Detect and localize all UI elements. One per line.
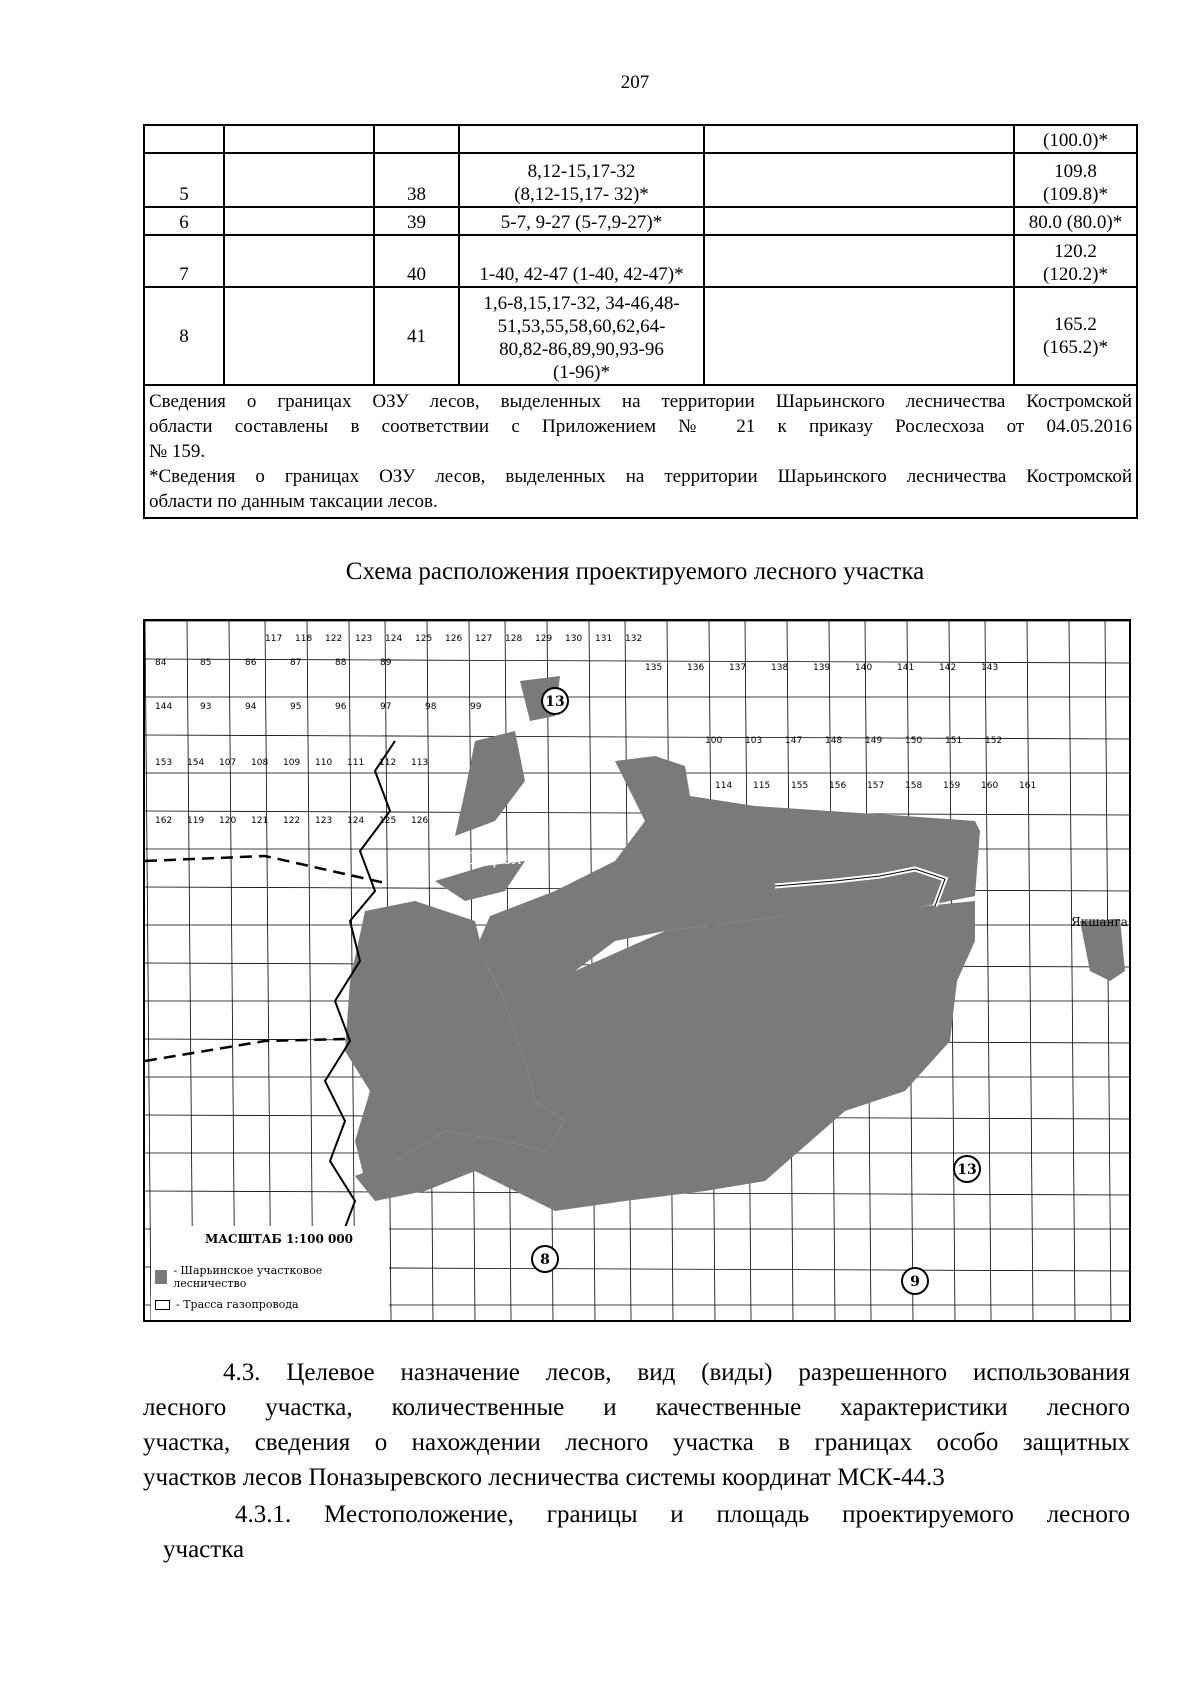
quarter-number: 95 <box>290 702 302 712</box>
quarter-number: 112 <box>379 758 397 768</box>
quarter-number: 123 <box>355 634 373 644</box>
cell-text: 80,82-86,89,90,93-96 <box>499 339 664 360</box>
quarter-number: 103 <box>745 736 763 746</box>
quarter-number: 156 <box>829 781 847 791</box>
quarter-number: 152 <box>985 736 1003 746</box>
table-cell-col4 <box>459 207 704 235</box>
table-row <box>144 125 1137 153</box>
quarter-number: 144 <box>155 702 173 712</box>
quarter-number: 132 <box>625 634 643 644</box>
table-cell-col1 <box>144 287 224 385</box>
map-canvas <box>145 621 1129 1320</box>
quarter-number: 140 <box>855 663 873 673</box>
quarter-number: 126 <box>445 634 463 644</box>
quarter-number: 94 <box>245 702 257 712</box>
map-title: Схема расположения проектируемого лесного участка <box>345 558 925 585</box>
quarter-number: 127 <box>475 634 493 644</box>
quarter-number: 139 <box>813 663 831 673</box>
note-line: № 159. <box>149 441 206 462</box>
cell-text: 8,12-15,17-32 <box>527 161 636 182</box>
quarter-number: 148 <box>825 736 843 746</box>
district-marker-number: 9 <box>910 1274 920 1290</box>
table-cell-col6 <box>1014 125 1137 153</box>
paragraph-line: 4.3. Целевое назначение лесов, вид (виды) разрешенного использования <box>223 1359 1130 1386</box>
table-cell-col6 <box>1014 207 1137 235</box>
quarter-number: 111 <box>347 758 365 768</box>
quarter-number: 122 <box>283 816 301 826</box>
table-cell-col4 <box>459 153 704 207</box>
quarter-number: 98 <box>425 702 437 712</box>
table-row <box>144 153 1137 207</box>
quarter-number: 118 <box>295 634 313 644</box>
legend-label-pipeline: - Трасса газопровода <box>176 1298 299 1311</box>
quarter-number: 122 <box>325 634 343 644</box>
quarter-number: 142 <box>939 663 957 673</box>
place-label-yakshanga: Якшанга <box>1071 915 1128 929</box>
quarter-number: 89 <box>380 658 392 668</box>
table-cell-col2 <box>224 125 374 153</box>
ozu-table <box>143 124 1138 519</box>
cell-text: (120.2)* <box>1043 264 1108 285</box>
cell-text: 51,53,55,58,60,62,64- <box>497 316 666 337</box>
quarter-number: 141 <box>897 663 915 673</box>
cell-text: 1,6-8,15,17-32, 34-46,48- <box>483 293 680 314</box>
quarter-number: 117 <box>265 634 283 644</box>
quarter-number: 119 <box>187 816 205 826</box>
table-cell-col5 <box>704 235 1014 287</box>
cell-text: (100.0)* <box>1043 130 1108 151</box>
quarter-number: 96 <box>335 702 347 712</box>
quarter-number: 147 <box>785 736 803 746</box>
quarter-number: 154 <box>187 758 205 768</box>
cell-text: 39 <box>407 212 426 233</box>
table-cell-col1 <box>144 153 224 207</box>
table-row <box>144 287 1137 385</box>
table-row <box>144 235 1137 287</box>
paragraph-line: участков лесов Поназыревского лесничества системы координат МСК-44.3 <box>143 1464 945 1491</box>
cell-text: 8 <box>179 325 189 347</box>
table-cell-col1 <box>144 207 224 235</box>
table-cell-col2 <box>224 235 374 287</box>
quarter-number: 126 <box>411 816 429 826</box>
quarter-number: 159 <box>943 781 961 791</box>
quarter-number: 114 <box>715 781 733 791</box>
table-cell-col4 <box>459 235 704 287</box>
quarter-number: 97 <box>380 702 392 712</box>
district-marker <box>954 1156 980 1182</box>
quarter-number: 128 <box>505 634 523 644</box>
quarter-number: 113 <box>411 758 429 768</box>
legend-label-forestry: - Шарьинское участковое лесничество <box>173 1264 323 1290</box>
quarter-number: 137 <box>729 663 747 673</box>
map-scale: МАСШТАБ 1:100 000 <box>205 1232 354 1246</box>
table-cell-col2 <box>224 153 374 207</box>
quarter-number: 151 <box>945 736 963 746</box>
quarter-number: 157 <box>867 781 885 791</box>
quarter-number: 153 <box>155 758 173 768</box>
quarter-number: 121 <box>251 816 269 826</box>
cell-text: 109.8 <box>1054 161 1097 182</box>
legend-item-pipeline <box>155 1298 385 1311</box>
quarter-number: 162 <box>155 816 173 826</box>
paragraph-line: участка <box>163 1536 245 1563</box>
table-cell-col5 <box>704 153 1014 207</box>
cell-text: (109.8)* <box>1043 184 1108 205</box>
quarter-number: 84 <box>155 658 167 668</box>
district-marker <box>532 1246 558 1272</box>
cell-text: 165.2 <box>1054 314 1097 335</box>
quarter-number: 100 <box>705 736 723 746</box>
table-cell-col5 <box>704 125 1014 153</box>
quarter-number: 86 <box>245 658 257 668</box>
forest-map <box>143 619 1131 1322</box>
cell-text: 38 <box>407 184 426 205</box>
quarter-number: 115 <box>753 781 771 791</box>
quarter-number: 131 <box>595 634 613 644</box>
quarter-number: 138 <box>771 663 789 673</box>
quarter-number: 110 <box>315 758 333 768</box>
quarter-number: 130 <box>565 634 583 644</box>
table-cell-col6 <box>1014 153 1137 207</box>
district-marker <box>902 1268 928 1294</box>
district-marker-number: 13 <box>545 694 565 710</box>
quarter-number: 109 <box>283 758 301 768</box>
table-notes <box>144 385 1137 518</box>
quarter-number: 93 <box>200 702 212 712</box>
quarter-number: 85 <box>200 658 212 668</box>
quarter-number: 125 <box>379 816 397 826</box>
quarter-number: 150 <box>905 736 923 746</box>
table-row <box>144 207 1137 235</box>
quarter-number: 124 <box>385 634 403 644</box>
quarter-number: 160 <box>981 781 999 791</box>
cell-text: 5-7, 9-27 (5-7,9-27)* <box>500 212 663 233</box>
place-label-sharya: Шарья <box>465 849 523 868</box>
table-cell-col3 <box>374 287 459 385</box>
quarter-number: 125 <box>415 634 433 644</box>
cell-text: 40 <box>407 264 426 285</box>
cell-text: (1-96)* <box>553 362 610 383</box>
quarter-number: 108 <box>251 758 269 768</box>
table-notes-row <box>144 385 1137 518</box>
table-cell-col1 <box>144 125 224 153</box>
cell-text: 6 <box>179 212 189 233</box>
legend-swatch-pipeline <box>155 1300 170 1310</box>
table-cell-col4 <box>459 125 704 153</box>
table-cell-col2 <box>224 287 374 385</box>
table-cell-col4 <box>459 287 704 385</box>
cell-text: 7 <box>179 264 189 285</box>
quarter-number: 136 <box>687 663 705 673</box>
quarter-number: 143 <box>981 663 999 673</box>
table-cell-col5 <box>704 207 1014 235</box>
section-4-3-paragraph <box>143 1355 1130 1495</box>
page-number: 207 <box>620 72 650 93</box>
section-4-3-1-heading <box>143 1497 1130 1567</box>
district-marker-number: 8 <box>540 1252 550 1268</box>
table-cell-col6 <box>1014 235 1137 287</box>
cell-text: (165.2)* <box>1043 337 1108 358</box>
quarter-number: 158 <box>905 781 923 791</box>
cell-text: 1-40, 42-47 (1-40, 42-47)* <box>479 264 684 285</box>
quarter-number: 99 <box>470 702 482 712</box>
cell-text: (8,12-15,17- 32)* <box>514 184 649 205</box>
quarter-number: 161 <box>1019 781 1037 791</box>
cell-text: 120.2 <box>1054 241 1097 262</box>
table-cell-col6 <box>1014 287 1137 385</box>
cell-text: 41 <box>407 325 426 347</box>
table-cell-col5 <box>704 287 1014 385</box>
note-line: *Сведения о границах ОЗУ лесов, выделенных на территории Шарьинского лесничества Костромской <box>149 466 1132 487</box>
district-marker <box>542 688 568 714</box>
table-cell-col2 <box>224 207 374 235</box>
quarter-number: 120 <box>219 816 237 826</box>
table-cell-col3 <box>374 125 459 153</box>
cell-text: 80.0 (80.0)* <box>1028 212 1123 233</box>
note-line: Сведения о границах ОЗУ лесов, выделенных на территории Шарьинского лесничества Костромской <box>149 391 1132 412</box>
quarter-number: 107 <box>219 758 237 768</box>
legend-swatch-forestry <box>155 1270 167 1284</box>
district-marker-number: 13 <box>957 1162 977 1178</box>
quarter-number: 155 <box>791 781 809 791</box>
quarter-number: 123 <box>315 816 333 826</box>
paragraph-line: 4.3.1. Местоположение, границы и площадь проектируемого лесного <box>235 1501 1130 1528</box>
note-line: области по данным таксации лесов. <box>149 491 438 512</box>
quarter-number: 124 <box>347 816 365 826</box>
paragraph-line: участка, сведения о нахождении лесного участка в границах особо защитных <box>143 1429 1130 1456</box>
table-cell-col3 <box>374 207 459 235</box>
quarter-number: 87 <box>290 658 302 668</box>
quarter-number: 135 <box>645 663 663 673</box>
paragraph-line: лесного участка, количественные и качественные характеристики лесного <box>143 1394 1130 1421</box>
map-legend <box>151 1226 389 1322</box>
cell-text: 5 <box>179 184 189 205</box>
table-cell-col3 <box>374 153 459 207</box>
legend-item-forestry <box>155 1264 385 1290</box>
quarter-number: 149 <box>865 736 883 746</box>
table-cell-col1 <box>144 235 224 287</box>
note-line: области составлены в соответствии с Приложением № 21 к приказу Рослесхоза от 04.05.2016 <box>149 416 1132 437</box>
quarter-number: 88 <box>335 658 347 668</box>
quarter-number: 129 <box>535 634 553 644</box>
table-cell-col3 <box>374 235 459 287</box>
